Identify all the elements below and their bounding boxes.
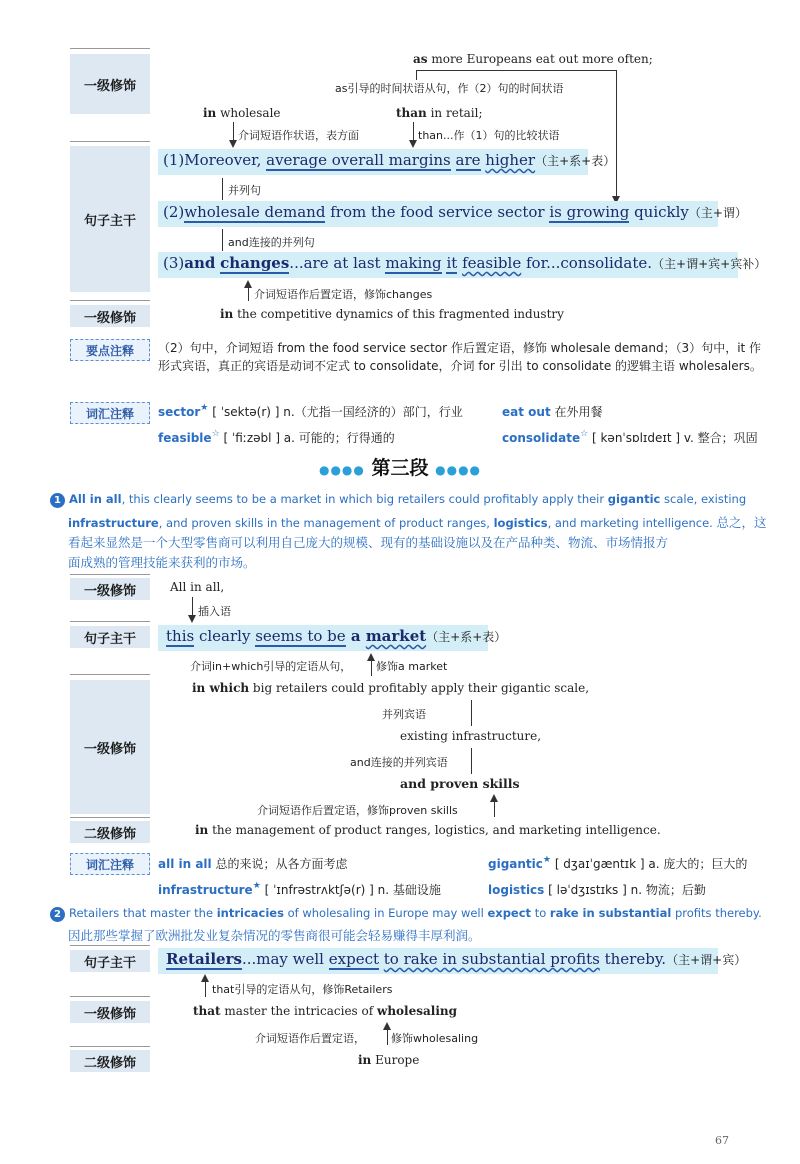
and-parallel-note: and连接的并列宾语 <box>350 756 448 769</box>
all-in-all: All in all, <box>170 580 225 594</box>
level1-label-2: 一级修饰 <box>70 305 150 327</box>
level1-label-4: 一级修饰 <box>70 680 150 814</box>
that-note: that引导的定语从句，修饰Retailers <box>212 983 393 996</box>
rel-clause-note: 介词in+which引导的定语从句， <box>190 660 352 673</box>
section-heading: ●●●● 第三段 ●●●● <box>318 457 482 479</box>
in-which-clause: in which big retailers could profitably apply their gigantic scale, <box>192 681 590 695</box>
vocab-notes-tag: 词汇注释 <box>70 402 150 424</box>
vocab-notes-tag-2: 词汇注释 <box>70 853 150 875</box>
level2-label-2: 二级修饰 <box>70 1050 150 1072</box>
vocab-logistics: logistics [ ləˈdʒɪstɪks ] n. 物流；后勤 <box>488 883 706 897</box>
vocab-all-in-all: all in all 总的来说；从各方面考虑 <box>158 857 348 871</box>
in-europe: in Europe <box>358 1053 420 1067</box>
vocab-sector: sector★ [ ˈsektə(r) ] n.（尤指一国经济的）部门，行业 <box>158 403 463 419</box>
vocab-gigantic: gigantic★ [ dʒaɪˈgæntɪk ] a. 庞大的；巨大的 <box>488 855 748 871</box>
para1-en-line1: 1 All in all, this clearly seems to be a market in which big retailers could profitably apply their gigantic scale, existing <box>50 492 746 508</box>
than-note: than...作（1）句的比较状语 <box>418 129 560 142</box>
para2-en: 2 Retailers that master the intricacies of wholesaling in Europe may well expect to rake in substantial profits thereby. <box>50 906 762 922</box>
trunk-label: 句子主干 <box>70 146 150 292</box>
in-wholesale: in wholesale <box>203 106 281 120</box>
parallel-note: 并列句 <box>228 184 261 197</box>
rel-clause-note-2: 修饰a market <box>376 660 448 673</box>
trunk-label-3: 句子主干 <box>70 950 150 972</box>
vocab-eat-out: eat out 在外用餐 <box>502 405 603 419</box>
level1-label-5: 一级修饰 <box>70 1001 150 1023</box>
vocab-consolidate: consolidate☆ [ kənˈsɒlɪdeɪt ] v. 整合；巩固 <box>502 429 758 445</box>
insert-note: 插入语 <box>198 605 231 618</box>
proven-skills: and proven skills <box>400 776 520 791</box>
vocab-infrastructure: infrastructure★ [ ˈɪnfrəstrʌktʃə(r) ] n. 基础设施 <box>158 881 441 897</box>
in-management: in the management of product ranges, logistics, and marketing intelligence. <box>195 823 661 837</box>
sentence-1: (1)Moreover, average overall margins are higher（主+系+表） <box>163 151 616 169</box>
prep-note-2: 介词短语作后置定语， <box>255 1032 365 1045</box>
para1-cn-line1: 看起来显然是一个大型零售商可以利用自己庞大的规模、现有的基础设施以及在产品种类、物流、市场情报方 <box>68 535 669 550</box>
para1-cn-line2: 面成熟的管理技能来获利的市场。 <box>68 555 256 570</box>
vocab-feasible: feasible☆ [ ˈfiːzəbl ] a. 可能的；行得通的 <box>158 429 395 445</box>
than-retail: than in retail; <box>396 106 483 120</box>
para2-cn: 因此那些掌握了欧洲批发业复杂情况的零售商很可能会轻易赚得丰厚利润。 <box>68 928 481 943</box>
as-note: as引导的时间状语从句，作（2）句的时间状语 <box>335 82 564 95</box>
in-note: 介词短语作状语，表方面 <box>238 129 359 142</box>
in-competitive: in the competitive dynamics of this fragmented industry <box>220 307 564 321</box>
trunk-label-2: 句子主干 <box>70 626 150 648</box>
prep-note-2b: 修饰wholesaling <box>391 1032 479 1045</box>
level1-label-3: 一级修饰 <box>70 578 150 600</box>
para1-trunk: this clearly seems to be a market（主+系+表） <box>166 627 507 645</box>
prep-note-1: 介词短语作后置定语，修饰proven skills <box>257 804 458 817</box>
level2-label: 二级修饰 <box>70 821 150 843</box>
sentence-2: (2)wholesale demand from the food service sector is growing quickly（主+谓） <box>163 203 747 221</box>
level1-label: 一级修饰 <box>70 54 150 114</box>
that-clause: that master the intricacies of wholesaling <box>193 1004 458 1018</box>
existing-infrastructure: existing infrastructure, <box>400 729 542 743</box>
sentence-3: (3)and changes...are at last making it feasible for...consolidate.（主+谓+宾+宾补） <box>163 254 767 272</box>
page-number: 67 <box>715 1134 729 1147</box>
key-notes-text: （2）句中，介词短语 from the food service sector 作后置定语，修饰 wholesale demand；（3）句中，it 作形式宾语，真正的宾语是动词不定式 to consolidate，介词 for 引出 to consolidate 的逻辑主语 wholesalers。 <box>158 341 762 373</box>
changes-note: 介词短语作后置定语，修饰changes <box>254 288 433 301</box>
key-notes-tag: 要点注释 <box>70 339 150 361</box>
as-clause: as more Europeans eat out more often; <box>413 52 653 66</box>
parallel-object-note: 并列宾语 <box>382 708 426 721</box>
para2-trunk: Retailers...may well expect to rake in substantial profits thereby.（主+谓+宾） <box>166 950 747 968</box>
para1-en-line2: infrastructure, and proven skills in the management of product ranges, logistics, and marketing intelligence. 总之，这 <box>68 515 767 530</box>
and-note: and连接的并列句 <box>228 236 315 249</box>
